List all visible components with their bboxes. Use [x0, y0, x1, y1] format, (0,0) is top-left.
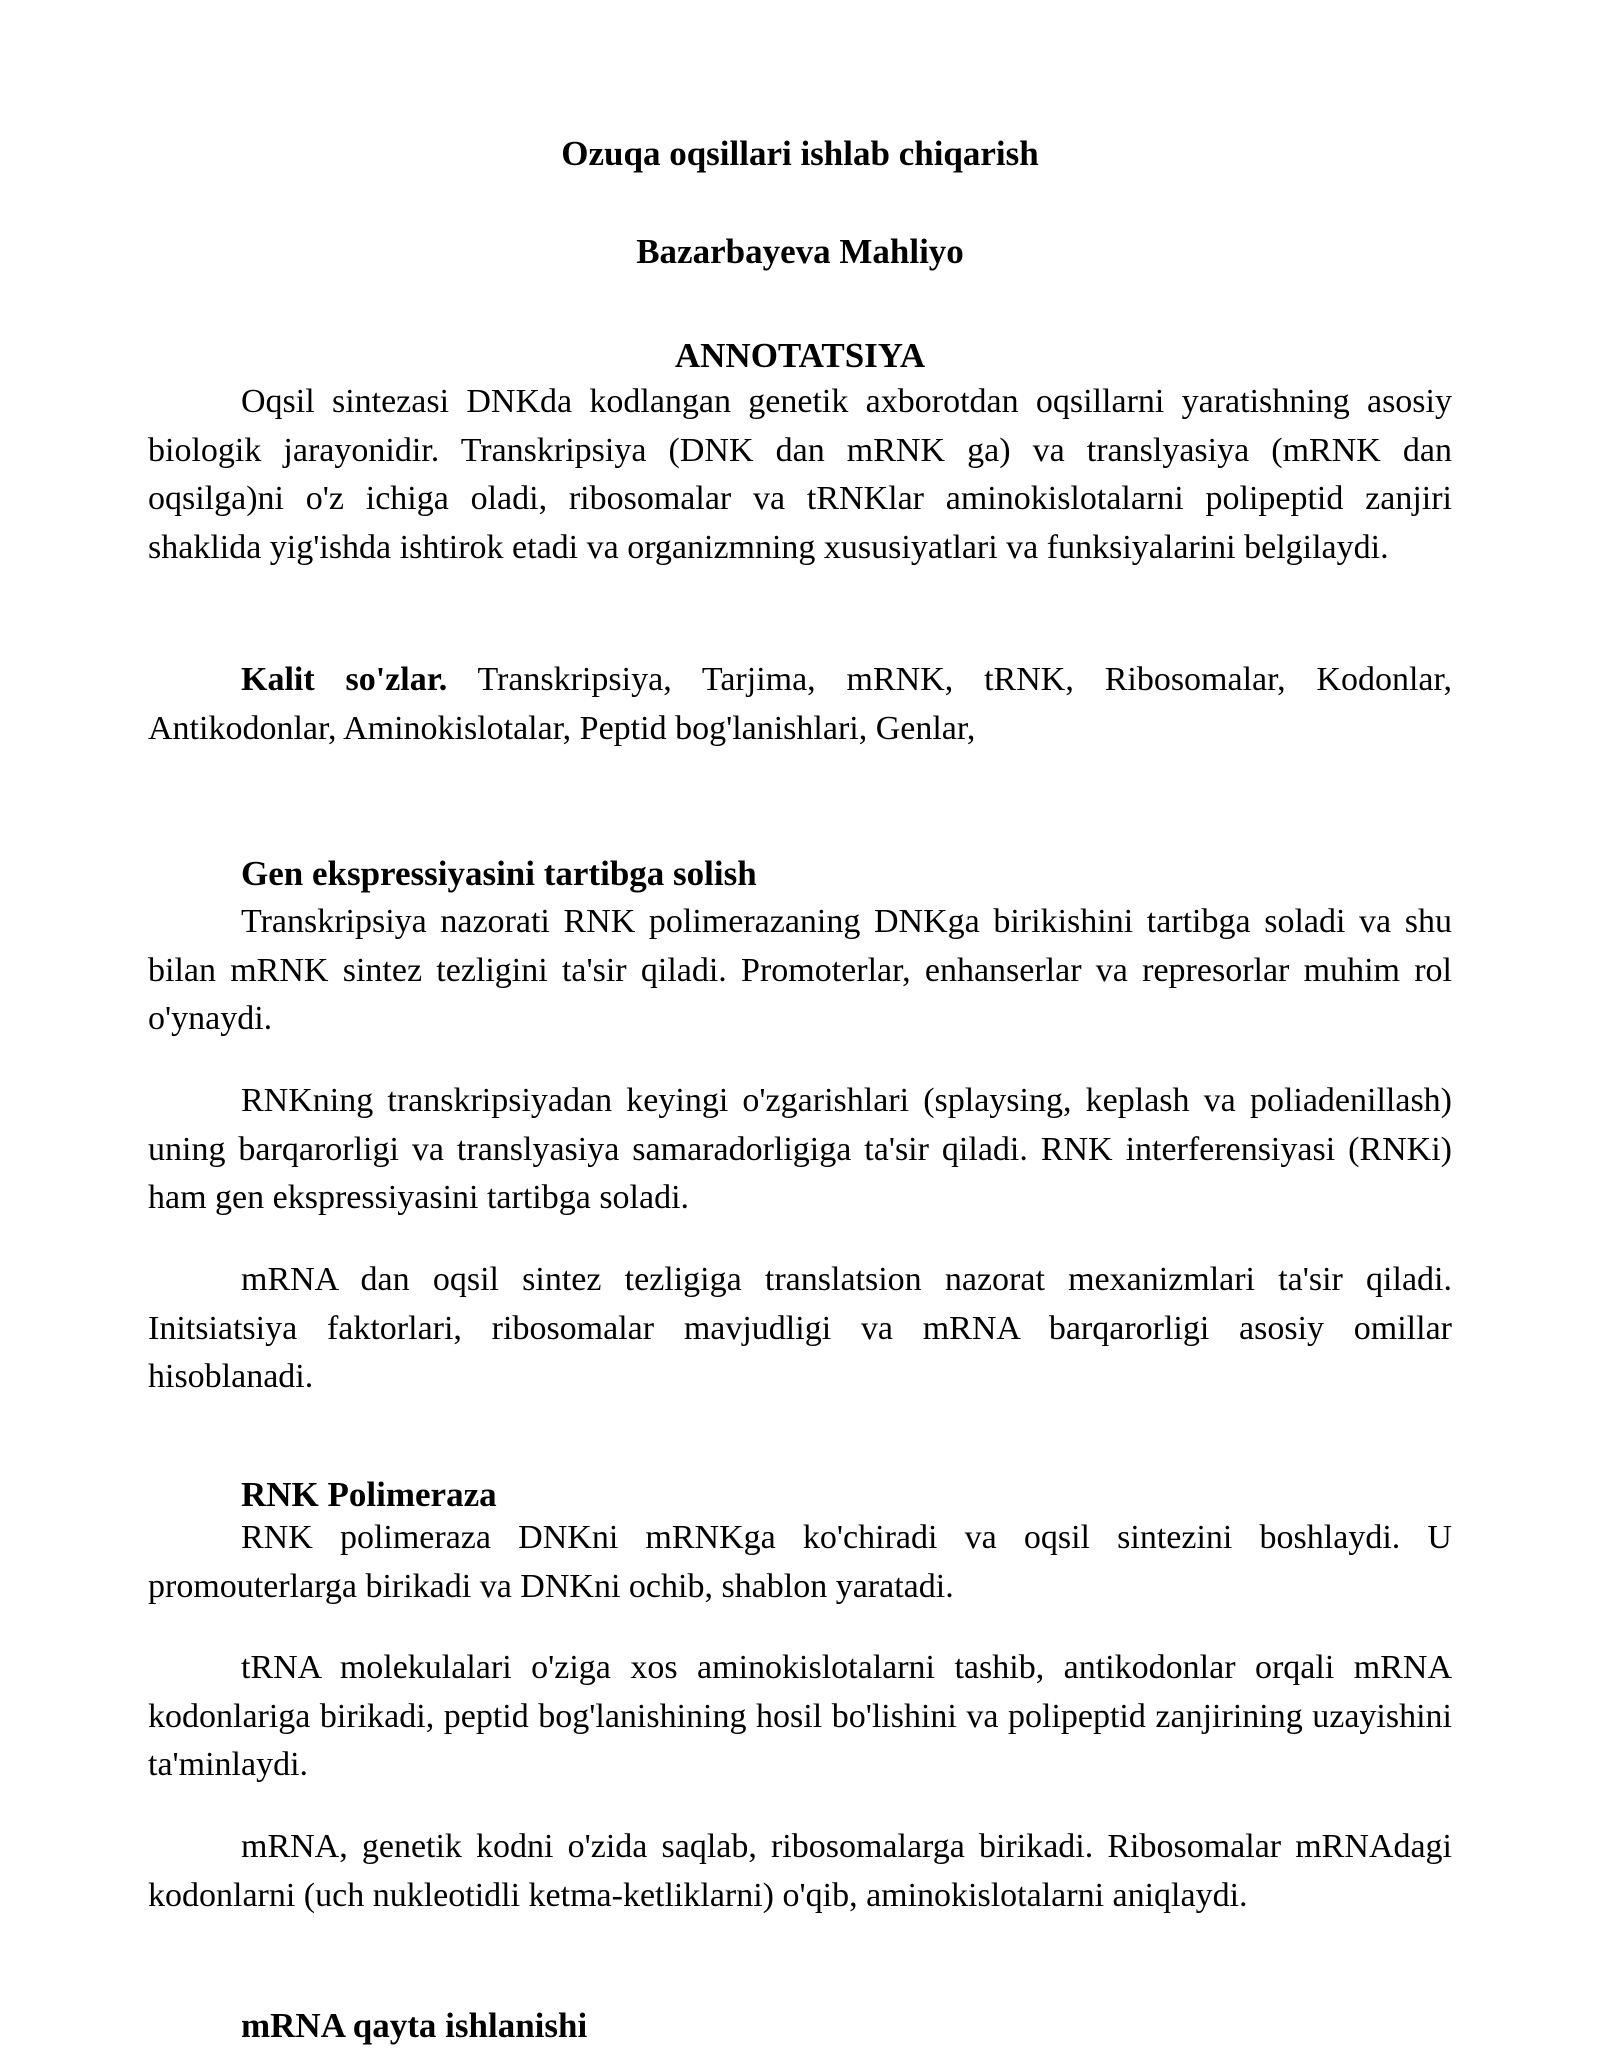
- keywords-paragraph: [148, 656, 1452, 753]
- document-author: Bazarbayeva Mahliyo: [636, 232, 964, 271]
- section-paragraph: RNK polimeraza DNKni mRNKga ko'chiradi va oqsil sintezini boshlaydi. U promouterlarga birikadi va DNKni ochib, shablon yaratadi.: [148, 1519, 1452, 1605]
- section-paragraph: tRNA molekulalari o'ziga xos aminokislotalarni tashib, antikodonlar orqali mRNA kodonlariga birikadi, peptid bog'lanishining hosil bo'lishini va polipeptid zanjirining uzayishini ta'minlaydi.: [148, 1649, 1452, 1783]
- section-paragraph: mRNA dan oqsil sintez tezligiga translatsion nazorat mexanizmlari ta'sir qiladi. Initsiatsiya faktorlari, ribosomalar mavjudligi va mRNA barqarorligi asosiy omillar hisoblanadi.: [148, 1261, 1452, 1395]
- keywords-list: Transkripsiya, Tarjima, mRNK, tRNK, Ribosomalar, Kodonlar, Antikodonlar, Aminokislotalar, Peptid bog'lanishlari, Genlar,: [148, 661, 1452, 747]
- section-heading-rna-polymerase: RNK Polimeraza: [241, 1475, 497, 1514]
- section-paragraph: Transkripsiya nazorati RNK polimerazaning DNKga birikishini tartibga soladi va shu bilan mRNK sintez tezligini ta'sir qiladi. Promoterlar, enhanserlar va represorlar muhim rol o'ynaydi.: [148, 903, 1452, 1037]
- abstract-paragraph: Oqsil sintezasi DNKda kodlangan genetik axborotdan oqsillarni yaratishning asosiy biologik jarayonidir. Transkripsiya (DNK dan mRNK ga) va translyasiya (mRNK dan oqsilga)ni o'z ichiga oladi, ribosomalar va tRNKlar aminokislotalarni polipeptid zanjiri shaklida yig'ishda ishtirok etadi va organizmning xususiyatlari va funksiyalarini belgilaydi.: [148, 383, 1452, 566]
- section-heading-gene-expression: Gen ekspressiyasini tartibga solish: [241, 854, 757, 893]
- document-title: Ozuqa oqsillari ishlab chiqarish: [561, 134, 1039, 173]
- section-paragraph: RNKning transkripsiyadan keyingi o'zgarishlari (splaysing, keplash va poliadenillash) uning barqarorligi va translyasiya samaradorligiga ta'sir qiladi. RNK interferensiyasi (RNKi) ham gen ekspressiyasini tartibga soladi.: [148, 1082, 1452, 1216]
- section-heading-mrna-processing: mRNA qayta ishlanishi: [241, 2006, 588, 2045]
- section-paragraph: mRNA, genetik kodni o'zida saqlab, ribosomalarga birikadi. Ribosomalar mRNAdagi kodonlarni (uch nukleotidli ketma-ketliklarni) o'qib, aminokislotalarni aniqlaydi.: [148, 1828, 1452, 1914]
- keywords-label: Kalit so'zlar.: [241, 661, 448, 698]
- abstract-heading: ANNOTATSIYA: [674, 336, 926, 375]
